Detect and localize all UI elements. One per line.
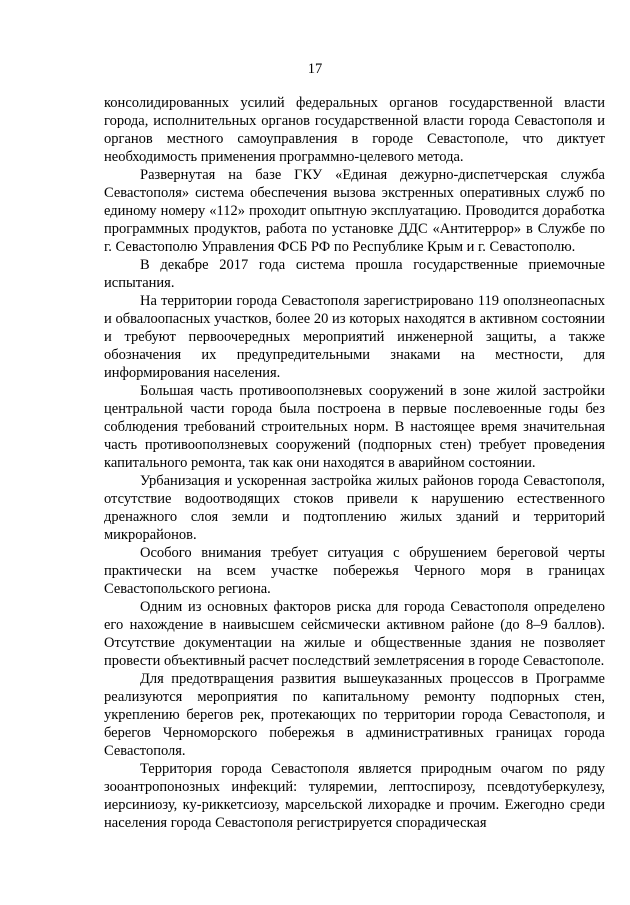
paragraph-retaining-walls: Большая часть противооползневых сооружений в зоне жилой застройки центральной части города была построена в первые послевоенные годы без соблюдения требований строительных норм. В настоящее время значительная часть противооползневых сооружений (подпорных стен) требует проведения капитального ремонта, так как они находятся в аварийном состоянии. xyxy=(104,383,605,471)
paragraph-coastline: Особого внимания требует ситуация с обрушением береговой черты практически на всем участке побережья Черного моря в границах Севастопольского региона. xyxy=(104,545,605,597)
paragraph-continuation: консолидированных усилий федеральных органов государственной власти города, исполнительных органов государственной власти города Севастополя и органов местного самоуправления в городе Севастополе, что диктует необходимость применения программно-целевого метода. xyxy=(104,95,605,165)
paragraph-landslide-sites: На территории города Севастополя зарегистрировано 119 оползнеопасных и обвалоопасных участков, более 20 из которых находятся в активном состоянии и требуют первоочередных мероприятий инженерной защиты, а также обозначения их предупредительными знаками на местности, для информирования населения. xyxy=(104,293,605,381)
document-body xyxy=(104,94,605,832)
paragraph-seismic-risk: Одним из основных факторов риска для города Севастополя определено его нахождение в наивысшем сейсмически активном районе (до 8–9 баллов). Отсутствие документации на жилые и общественные здания не позволяет провести объективный расчет последствий землетрясения в городе Севастополе. xyxy=(104,599,605,669)
paragraph-acceptance-tests: В декабре 2017 года система прошла государственные приемочные испытания. xyxy=(104,257,605,291)
page-number: 17 xyxy=(307,61,323,77)
paragraph-112-system: Развернутая на базе ГКУ «Единая дежурно-диспетчерская служба Севастополя» система обеспечения вызова экстренных оперативных служб по единому номеру «112» проходит опытную эксплуатацию. Проводится доработка программных продуктов, работа по установке ДДС «Антитеррор» в Службе по г. Севастополю Управления ФСБ РФ по Республике Крым и г. Севастополю. xyxy=(104,167,605,255)
paragraph-urbanization: Урбанизация и ускоренная застройка жилых районов города Севастополя, отсутствие водоотводящих стоков привели к нарушению естественного дренажного слоя земли и подтоплению жилых зданий и территорий микрорайонов. xyxy=(104,473,605,543)
paragraph-program-measures: Для предотвращения развития вышеуказанных процессов в Программе реализуются мероприятия по капитальному ремонту подпорных стен, укреплению берегов рек, протекающих по территории города Севастополя, и берегов Черноморского побережья в административных границах города Севастополя. xyxy=(104,671,605,759)
paragraph-infections: Территория города Севастополя является природным очагом по ряду зооантропонозных инфекций: туляремии, лептоспирозу, псевдотуберкулезу, иерсиниозу, ку-риккетсиозу, марсельской лихорадке и прочим. Ежегодно среди населения города Севастополя регистрируется спорадическая xyxy=(104,761,605,831)
